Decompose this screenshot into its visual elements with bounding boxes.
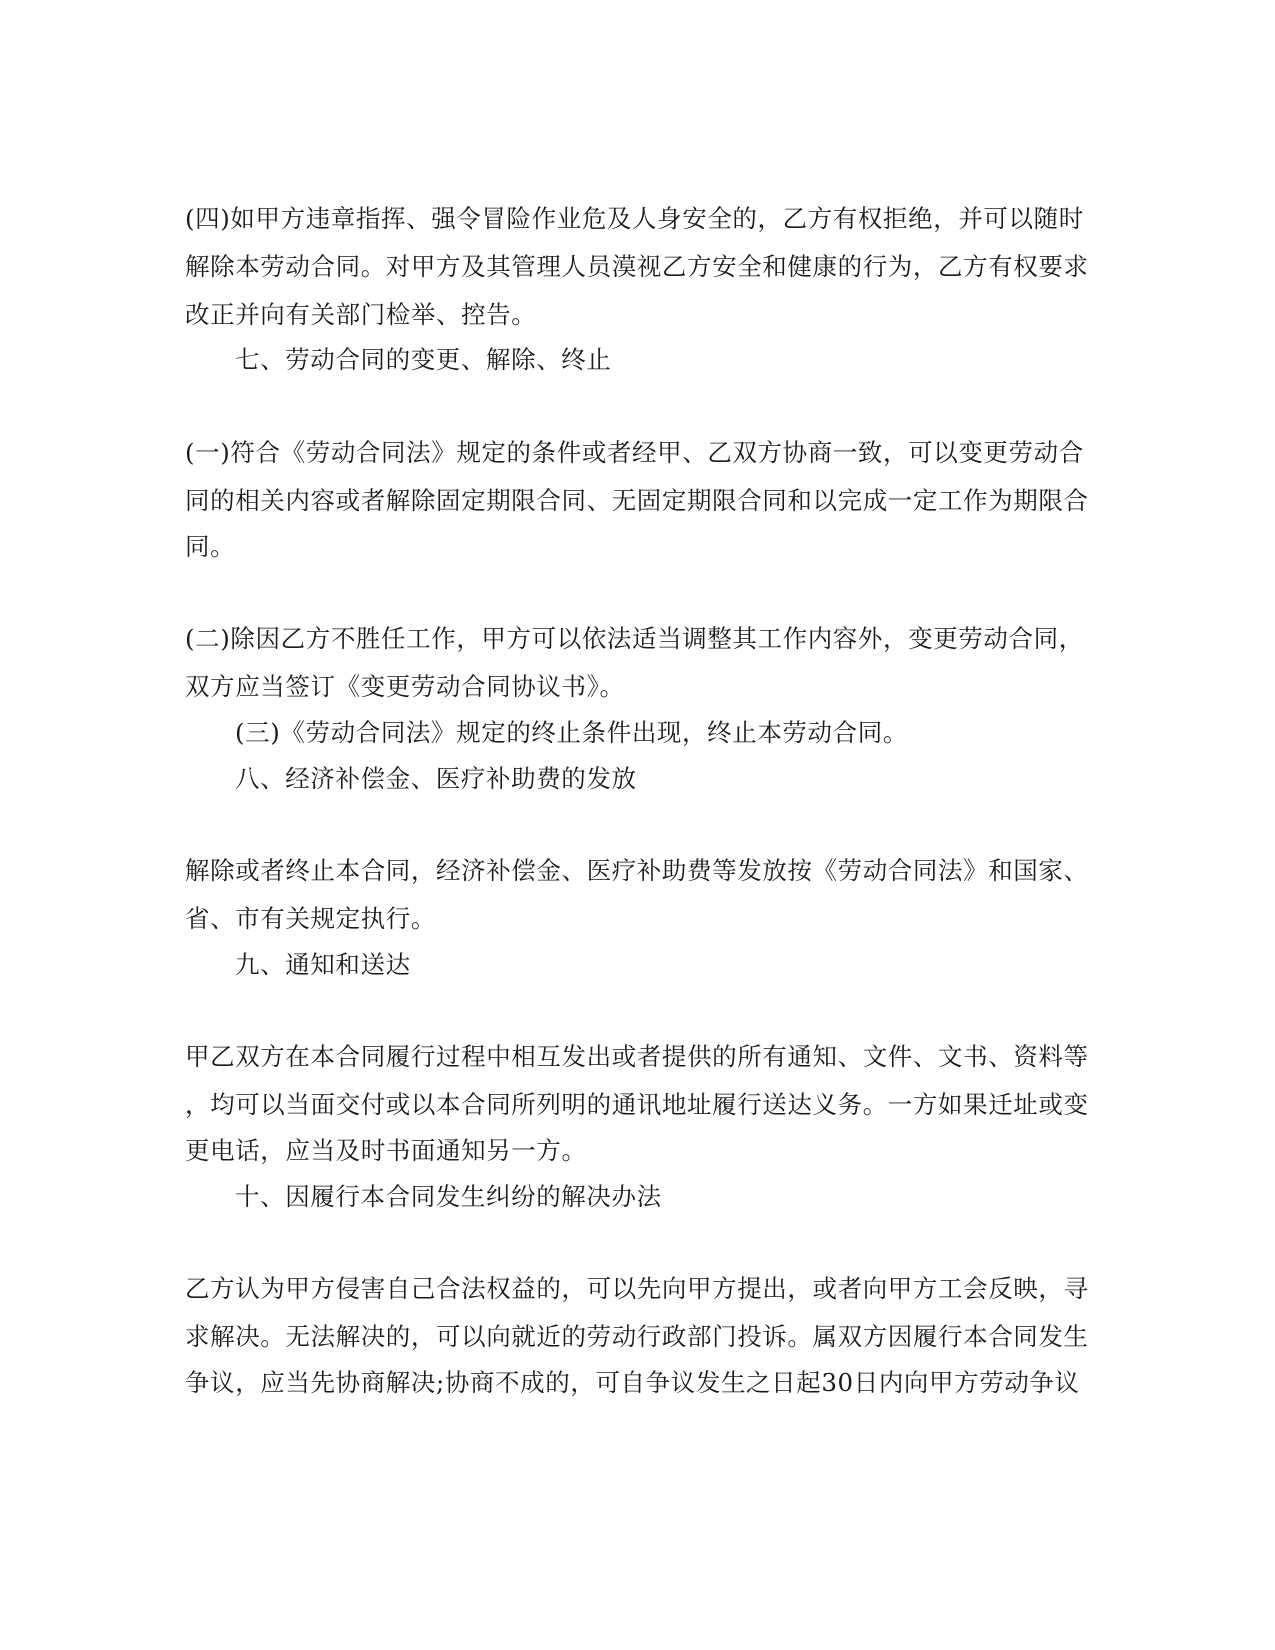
text-line: 省、市有关规定执行。	[185, 904, 436, 933]
section-heading: 十、因履行本合同发生纠纷的解决办法	[235, 1182, 662, 1211]
text-line: (四)如甲方违章指挥、强令冒险作业危及人身安全的，乙方有权拒绝，并可以随时	[185, 204, 1084, 233]
section-heading: 九、通知和送达	[235, 950, 411, 979]
text-line: 解除或者终止本合同，经济补偿金、医疗补助费等发放按《劳动合同法》和国家、	[185, 856, 1089, 885]
text-line: 甲乙双方在本合同履行过程中相互发出或者提供的所有通知、文件、文书、资料等	[185, 1042, 1089, 1071]
text-line: 同。	[185, 532, 236, 561]
text-line: 求解决。无法解决的，可以向就近的劳动行政部门投诉。属双方因履行本合同发生	[185, 1322, 1089, 1351]
text-line: 双方应当签订《变更劳动合同协议书》。	[185, 672, 625, 701]
text-line: 同的相关内容或者解除固定期限合同、无固定期限合同和以完成一定工作为期限合	[185, 486, 1089, 515]
section-heading: 八、经济补偿金、医疗补助费的发放	[235, 764, 637, 793]
text-line: ，均可以当面交付或以本合同所列明的通讯地址履行送达义务。一方如果迁址或变	[185, 1090, 1089, 1119]
text-line: 争议，应当先协商解决;协商不成的，可自争议发生之日起30日内向甲方劳动争议	[185, 1368, 1080, 1397]
text-line: (三)《劳动合同法》规定的终止条件出现，终止本劳动合同。	[235, 718, 908, 747]
section-heading: 七、劳动合同的变更、解除、终止	[235, 345, 612, 374]
text-line: (二)除因乙方不胜任工作，甲方可以依法适当调整其工作内容外，变更劳动合同，	[185, 624, 1084, 653]
text-line: 解除本劳动合同。对甲方及其管理人员漠视乙方安全和健康的行为，乙方有权要求	[185, 252, 1089, 281]
text-line: (一)符合《劳动合同法》规定的条件或者经甲、乙双方协商一致，可以变更劳动合	[185, 438, 1084, 467]
text-line: 更电话，应当及时书面通知另一方。	[185, 1136, 587, 1165]
text-line: 改正并向有关部门检举、控告。	[185, 300, 537, 329]
text-line: 乙方认为甲方侵害自己合法权益的，可以先向甲方提出，或者向甲方工会反映，寻	[185, 1274, 1089, 1303]
